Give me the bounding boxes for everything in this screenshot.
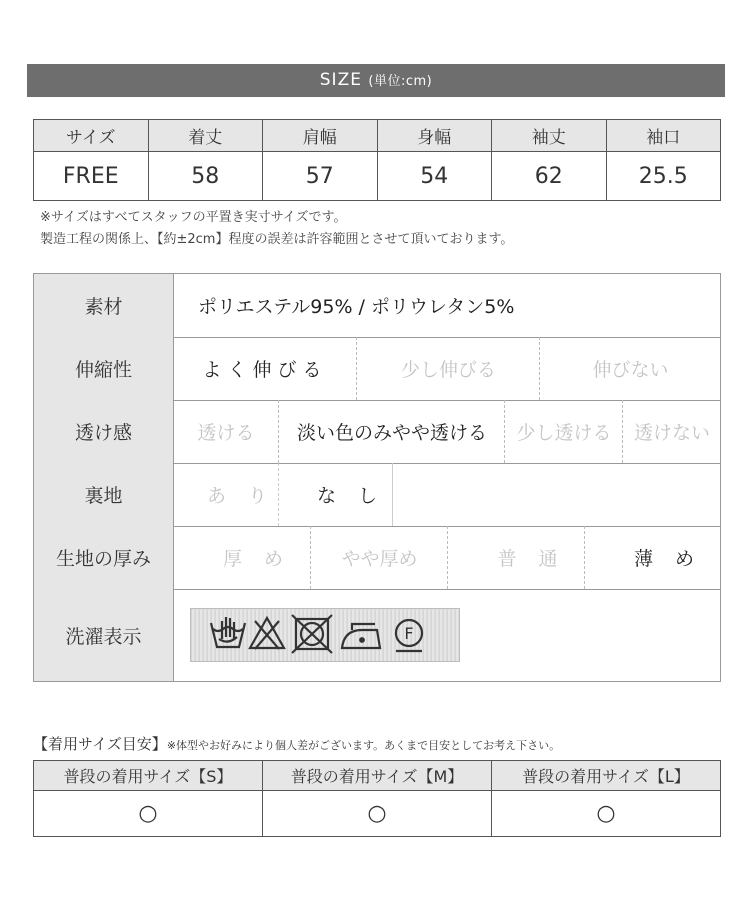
transparency-option-slight: 少し透ける <box>504 400 623 463</box>
transparency-option-light-only: 淡い色のみやや透ける <box>278 400 505 463</box>
thickness-option-slightly-thick: やや厚め <box>310 526 448 589</box>
size-note: ※サイズはすべてスタッフの平置き実寸サイズです。 <box>40 210 347 225</box>
stretch-row <box>34 337 720 401</box>
thickness-option-thick: 厚め <box>222 548 305 570</box>
fit-guide-heading: 【着用サイズ目安】 <box>33 735 167 753</box>
fit-header-m: 普段の着用サイズ【M】 <box>263 761 492 791</box>
size-table <box>33 119 721 201</box>
fit-guide-title <box>33 733 560 754</box>
dry-clean-f-icon <box>396 620 422 651</box>
fit-mark-s: ○ <box>34 791 263 837</box>
material-row <box>34 274 720 338</box>
dry-clean-letter: F <box>404 624 414 643</box>
care-tag <box>190 608 460 662</box>
care-symbols <box>191 609 459 661</box>
size-table-header-row <box>34 120 721 152</box>
sleeve-cell: 62 <box>492 152 607 201</box>
thickness-row <box>34 526 720 590</box>
stretch-option-none: 伸びない <box>539 337 721 400</box>
size-table-row <box>34 152 721 201</box>
transparency-row <box>34 400 720 464</box>
material-table <box>33 273 721 682</box>
size-header-bar <box>27 64 725 97</box>
lining-option-yes: あり <box>206 485 289 507</box>
thickness-option-thin: 薄め <box>584 526 743 589</box>
material-value: ポリエステル95% / ポリウレタン5% <box>198 296 515 318</box>
fit-mark-m: ○ <box>263 791 492 837</box>
chest-cell: 54 <box>377 152 492 201</box>
hand-wash-icon <box>211 617 245 647</box>
fit-table <box>33 760 721 837</box>
transparency-option-none: 透けない <box>622 400 721 463</box>
lining-option-no: なし <box>278 463 415 526</box>
cuff-cell: 25.5 <box>606 152 721 201</box>
size-header-label: SIZE <box>319 70 362 90</box>
no-tumble-dry-icon <box>292 615 332 653</box>
size-cell: FREE <box>34 152 149 201</box>
size-unit-label: (単位:cm) <box>368 74 433 89</box>
lining-label: 裏地 <box>34 463 174 526</box>
stretch-option-some: 少し伸びる <box>356 337 540 400</box>
fit-table-row <box>34 791 721 837</box>
chest-col-header: 身幅 <box>377 120 492 152</box>
fit-table-header-row <box>34 761 721 791</box>
fit-header-s: 普段の着用サイズ【S】 <box>34 761 263 791</box>
lining-empty-cell <box>392 463 721 526</box>
sleeve-col-header: 袖丈 <box>492 120 607 152</box>
size-col-header: サイズ <box>34 120 149 152</box>
stretch-option-high: よく伸びる <box>202 359 328 381</box>
material-label: 素材 <box>34 274 174 337</box>
fit-guide-note: ※体型やお好みにより個人差がございます。あくまで目安としてお考え下さい。 <box>166 739 561 752</box>
length-cell: 58 <box>148 152 263 201</box>
transparency-option-sheer: 透ける <box>197 422 255 444</box>
low-iron-icon <box>342 624 380 648</box>
thickness-option-normal: 普通 <box>447 526 607 589</box>
stretch-label: 伸縮性 <box>34 337 174 400</box>
length-col-header: 着丈 <box>148 120 263 152</box>
thickness-label: 生地の厚み <box>34 526 174 589</box>
tolerance-note: 製造工程の関係上、【約±2cm】程度の誤差は許容範囲とさせて頂いております。 <box>40 232 514 247</box>
cuff-col-header: 袖口 <box>606 120 721 152</box>
shoulder-col-header: 肩幅 <box>263 120 378 152</box>
shoulder-cell: 57 <box>263 152 378 201</box>
care-row <box>34 589 720 681</box>
lining-row <box>34 463 720 527</box>
fit-header-l: 普段の着用サイズ【L】 <box>492 761 721 791</box>
transparency-label: 透け感 <box>34 400 174 463</box>
no-bleach-icon <box>250 618 284 649</box>
fit-mark-l: ○ <box>492 791 721 837</box>
care-label: 洗濯表示 <box>34 589 174 681</box>
